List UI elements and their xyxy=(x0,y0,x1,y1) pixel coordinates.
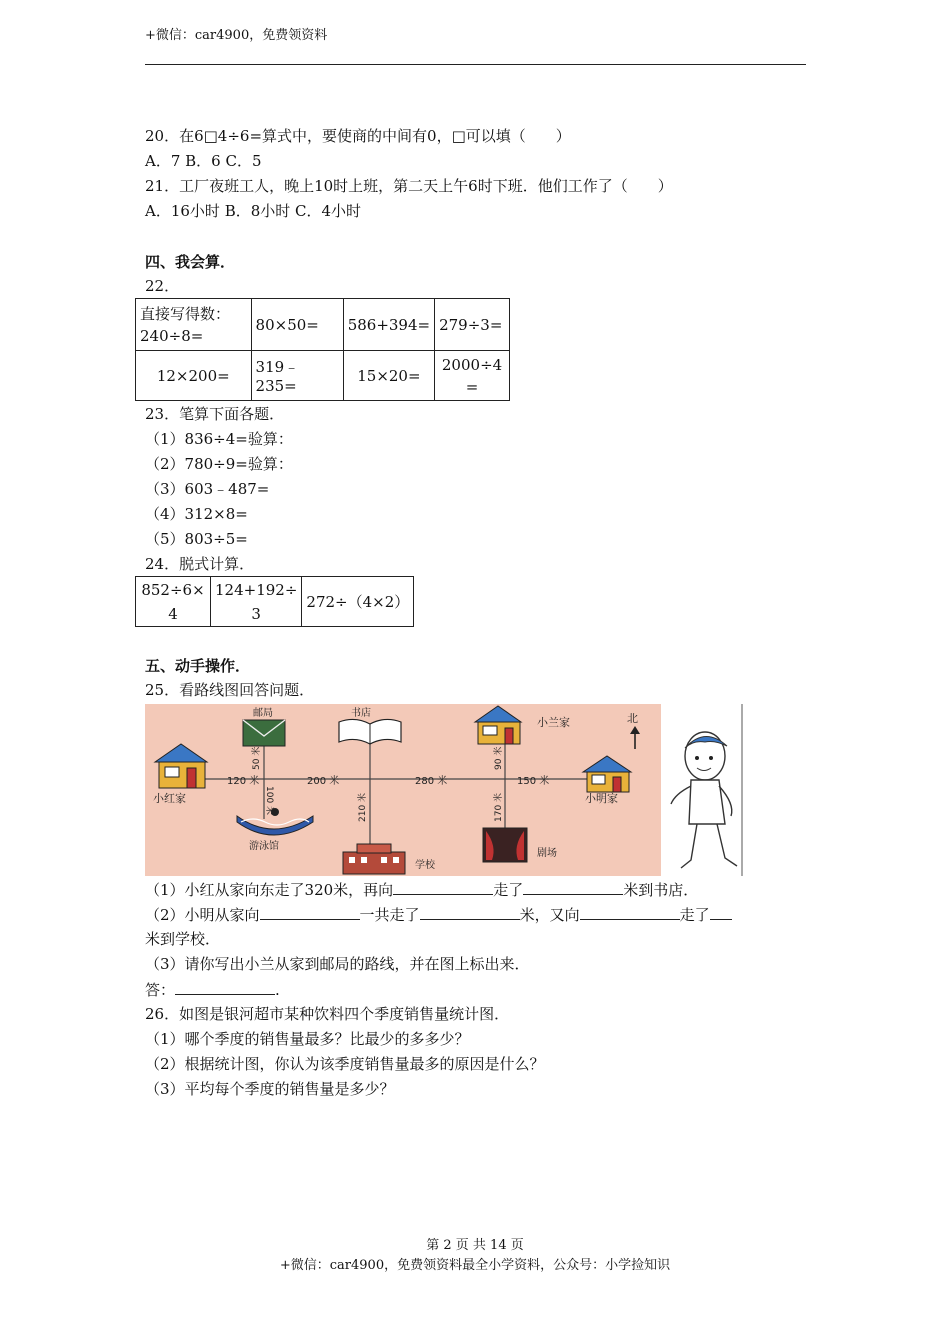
q25-sub1 xyxy=(145,879,698,900)
q22-cell xyxy=(136,299,252,351)
answer-blank[interactable] xyxy=(260,904,360,920)
page-number: 第 2 页 共 14 页 xyxy=(426,1238,524,1253)
answer-blank[interactable] xyxy=(710,904,732,920)
school-label: 学校 xyxy=(415,860,435,871)
q25-sub2-text: （2）小明从家向 xyxy=(145,906,260,924)
q25-stem: 25．看路线图回答问题． xyxy=(145,681,315,699)
distance-label: 280 米 xyxy=(415,776,448,787)
footer-note: +微信：car4900，免费领资料最全小学资料，公众号：小学捡知识 xyxy=(279,1258,671,1273)
distance-label: 120 米 xyxy=(227,776,260,787)
theater-icon xyxy=(483,828,527,862)
xiaoming-home-label: 小明家 xyxy=(585,792,618,805)
post-office-icon xyxy=(243,720,285,746)
answer-blank[interactable] xyxy=(393,879,493,895)
q24-cell-line: 4 xyxy=(168,604,178,623)
distance-label: 150 米 xyxy=(517,776,550,787)
q23-item: （4）312×8= xyxy=(145,505,248,523)
q22-cell-line: 240÷8= xyxy=(140,326,204,345)
theater-label: 剧场 xyxy=(537,848,557,859)
q24-cell-line: 852÷6× xyxy=(141,580,205,599)
post-office-label: 邮局 xyxy=(253,708,273,719)
answer-blank[interactable] xyxy=(420,904,520,920)
q25-sub2-continued: 米到学校． xyxy=(145,930,221,948)
q22-cell: 12×200= xyxy=(136,351,252,401)
xiaohong-home-label: 小红家 xyxy=(153,792,186,805)
q25-sub1-text: （1）小红从家向东走了320米，再向 xyxy=(145,881,394,899)
q22-cell: 586+394= xyxy=(343,299,434,351)
header-text: +微信：car4900，免费领资料 xyxy=(145,28,328,43)
q25-sub2 xyxy=(145,904,732,925)
q23-item: （1）836÷4=验算： xyxy=(145,430,293,448)
distance-label: 90 米 xyxy=(494,746,504,770)
q24-cell-line: 124+192÷ xyxy=(215,580,298,599)
q22-cell-line: 直接写得数： xyxy=(140,304,231,323)
q25-answer-line xyxy=(145,979,280,1000)
section4-title: 四、我会算． xyxy=(145,253,236,271)
answer-blank[interactable] xyxy=(175,979,275,995)
route-map xyxy=(145,704,745,876)
q25-sub2-text: 米，又向 xyxy=(519,906,580,924)
q24-cell xyxy=(211,577,302,627)
q26-item: （1）哪个季度的销售量最多？比最少的多多少？ xyxy=(145,1030,470,1048)
q24-cell: 272÷（4×2） xyxy=(302,577,414,627)
q22-cell-line: 2000÷4 xyxy=(441,355,503,374)
q22-table xyxy=(135,298,510,401)
q23-item: （3）603﹣487= xyxy=(145,480,270,498)
q25-sub1-text: 走了 xyxy=(493,881,524,899)
q21-options: A．16小时 B．8小时 C．4小时 xyxy=(145,202,362,220)
q26-item: （2）根据统计图，你认为该季度销售量最多的原因是什么？ xyxy=(145,1055,545,1073)
pool-label: 游泳馆 xyxy=(249,841,279,852)
q22-cell: 319﹣235= xyxy=(251,351,343,401)
north-label: 北 xyxy=(627,712,638,725)
answer-blank[interactable] xyxy=(523,879,623,895)
q24-cell xyxy=(136,577,211,627)
q26-item: （3）平均每个季度的销售量是多少？ xyxy=(145,1080,395,1098)
q22-cell xyxy=(435,351,510,401)
q20-stem: 20．在6□4÷6=算式中，要使商的中间有0，□可以填（ ） xyxy=(145,127,571,145)
answer-blank[interactable] xyxy=(580,904,680,920)
q21-stem: 21．工厂夜班工人，晚上10时上班，第二天上午6时下班．他们工作了（ ） xyxy=(145,177,673,195)
q23-stem: 23．笔算下面各题． xyxy=(145,405,285,423)
q24-table xyxy=(135,576,414,627)
map-background xyxy=(145,704,661,876)
q22-number: 22． xyxy=(145,277,180,295)
bookstore-label: 书店 xyxy=(351,708,371,719)
distance-label: 200 米 xyxy=(307,776,340,787)
q26-stem: 26．如图是银河超市某种饮料四个季度销售量统计图． xyxy=(145,1005,510,1023)
q22-cell: 15×20= xyxy=(343,351,434,401)
q25-sub2-text: 走了 xyxy=(679,906,710,924)
distance-label: 100 米 xyxy=(264,786,274,816)
q22-cell: 279÷3= xyxy=(435,299,510,351)
q24-cell-line: 3 xyxy=(251,604,261,623)
answer-end: . xyxy=(275,981,280,999)
q23-item: （5）803÷5= xyxy=(145,530,248,548)
q24-stem: 24．脱式计算． xyxy=(145,555,255,573)
distance-label: 50 米 xyxy=(252,746,262,770)
distance-label: 210 米 xyxy=(358,792,368,822)
cartoon-boy-icon xyxy=(671,704,742,876)
q22-cell: 80×50= xyxy=(251,299,343,351)
answer-label: 答： xyxy=(145,981,176,999)
distance-label: 170 米 xyxy=(494,792,504,822)
q25-sub2-text: 一共走了 xyxy=(359,906,420,924)
q20-options: A．7 B．6 C．5 xyxy=(145,152,262,170)
header-rule xyxy=(145,64,806,65)
xiaolan-home-label: 小兰家 xyxy=(537,716,570,729)
q25-sub3: （3）请你写出小兰从家到邮局的路线，并在图上标出来． xyxy=(145,955,530,973)
section5-title: 五、动手操作． xyxy=(145,657,251,675)
q23-item: （2）780÷9=验算： xyxy=(145,455,293,473)
q25-sub1-text: 米到书店． xyxy=(623,881,699,899)
q22-cell-line: = xyxy=(465,377,479,396)
